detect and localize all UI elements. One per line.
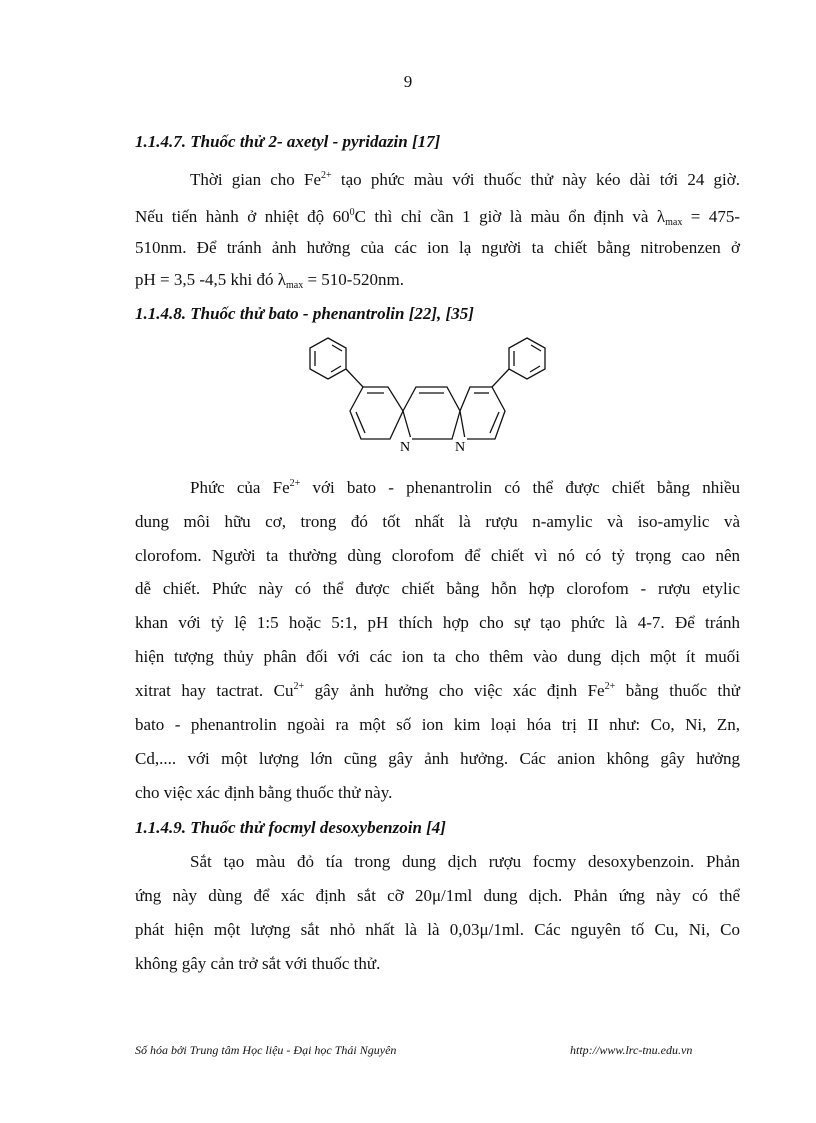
paragraph-line: pH = 3,5 -4,5 khi đó $\lambda_{max} = 510-520nm$. (135, 270, 404, 291)
paragraph-line: khan với tỷ lệ 1:5 hoặc 5:1, pH thích hợp cho sự tạo phức là 4-7. Để tránh (135, 613, 740, 632)
section-heading-bato-phenantrolin: 1.1.4.8. Thuốc thử bato - phenantrolin [22], [35] (135, 304, 474, 323)
section-heading-focmyl-desoxybenzoin: 1.1.4.9. Thuốc thử focmyl desoxybenzoin [4] (135, 818, 446, 837)
paragraph-line: clorofom. Người ta thường dùng clorofom để chiết vì nó có tỷ trọng cao nên (135, 546, 740, 565)
paragraph-line: bato - phenantrolin ngoài ra một số ion kim loại hóa trị II như: Co, Ni, Zn, (135, 715, 740, 734)
paragraph-line: xitrat hay tactrat. $Cu^{2+}$ gây ảnh hưởng cho việc xác định $Fe^{2+}$ bằng thuốc thử (135, 681, 740, 700)
paragraph-line: phát hiện một lượng sắt nhỏ nhất là là 0,03μ/1ml. Các nguyên tố Cu, Ni, Co (135, 920, 740, 939)
paragraph-line: dễ chiết. Phức này có thể được chiết bằng hỗn hợp clorofom - rượu etylic (135, 579, 740, 598)
footer-credit: Số hóa bởi Trung tâm Học liệu - Đại học Thái Nguyên (135, 1043, 397, 1057)
paragraph-line: không gây cản trở sắt với thuốc thử. (135, 954, 381, 973)
paragraph-line: hiện tượng thủy phân đối với các ion ta cho thêm vào dung dịch một ít muối (135, 647, 740, 666)
paragraph-line: Cd,.... với một lượng lớn cũng gây ảnh hưởng. Các anion không gây hưởng (135, 749, 740, 768)
paragraph-line: Phức của $Fe^{2+}$ với bato - phenantrolin có thể được chiết bằng nhiều (190, 478, 740, 497)
nitrogen-label: N (400, 440, 411, 455)
paragraph-line: ứng này dùng để xác định sắt cỡ 20μ/1ml dung dịch. Phản ứng này có thể (135, 886, 740, 905)
footer-url[interactable]: http://www.lrc-tnu.edu.vn (570, 1043, 693, 1057)
paragraph-line: dung môi hữu cơ, trong đó tốt nhất là rượu n-amylic và iso-amylic và (135, 512, 740, 531)
page-number: 9 (403, 72, 413, 91)
bathophenanthroline-structure (295, 335, 585, 460)
paragraph-line: cho việc xác định bằng thuốc thử này. (135, 783, 393, 802)
paragraph-line: Thời gian cho $Fe^{2+}$ tạo phức màu với thuốc thử này kéo dài tới 24 giờ. (190, 170, 740, 189)
section-heading-2-axetyl-pyridazin: 1.1.4.7. Thuốc thử 2- axetyl - pyridazin [17] (135, 132, 441, 151)
paragraph-line: Nếu tiến hành ở nhiệt độ $60^0C$ thì chỉ cần 1 giờ là màu ổn định và $\lambda_{max} = 475-$ (135, 207, 741, 228)
nitrogen-label: N (455, 440, 466, 455)
paragraph-line: 510nm. Để tránh ảnh hưởng của các ion lạ người ta chiết bằng nitrobenzen ở (135, 238, 740, 257)
paragraph-line: Sắt tạo màu đỏ tía trong dung dịch rượu focmy desoxybenzoin. Phản (190, 852, 740, 871)
